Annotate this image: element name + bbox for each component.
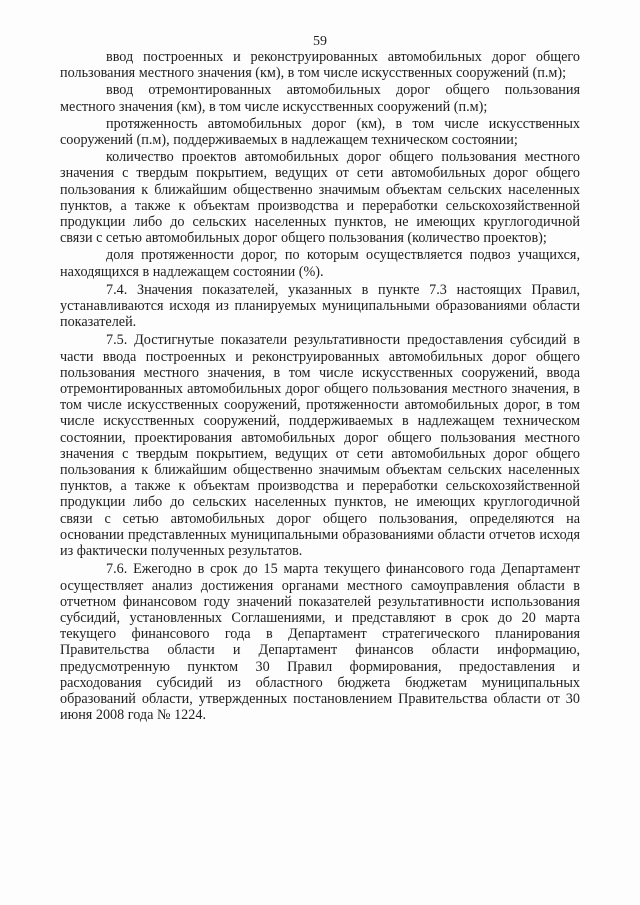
paragraph-student-roads-share: доля протяженности дорог, по которым осуществляется подвоз учащихся, находящихся в надлежащем состоянии (%). [60, 247, 580, 280]
paragraph-road-length: протяженность автомобильных дорог (км), в том числе искусственных сооружений (п.м), поддерживаемых в надлежащем техническом состоянии; [60, 115, 580, 149]
paragraph-road-repair: ввод отремонтированных автомобильных дорог общего пользования местного значения (км), в том числе искусственных сооружений (п.м); [60, 82, 580, 115]
paragraph-road-construction: ввод построенных и реконструированных автомобильных дорог общего пользования местного значения (км), в том числе искусственных сооружений (п.м); [60, 49, 580, 82]
page-number: 59 [313, 34, 327, 49]
paragraph-7-6: 7.6. Ежегодно в срок до 15 марта текущего финансового года Департамент осуществляет анализ достижения органами местного самоуправления области в отчетном финансовом году значений показателей результативности использования субсидий, установленных Соглашениями, и представляют в срок до 20 марта текущего финансового года в Департамент стратегического планирования Правительства области и Департамент финансов области информацию, предусмотренную пунктом 30 Правил формирования, предоставления и расходования субсидий из областного бюджета бюджетам муниципальных образований области, утвержденных постановлением Правительства области от 30 июня 2008 года № 1224. [60, 561, 580, 724]
paragraph-7-5: 7.5. Достигнутые показатели результативности предоставления субсидий в части ввода построенных и реконструированных автомобильных дорог общего пользования местного значения, в том числе искусственных сооружений, ввода отремонтированных автомобильных дорог общего пользования местного значения, в том числе искусственных сооружений, протяженности автомобильных дорог, в том числе искусственных сооружений, поддерживаемых в надлежащем техническом состоянии, проектирования автомобильных дорог общего пользования местного значения с твердым покрытием, ведущих от сети автомобильных дорог общего пользования к ближайшим общественно значимым объектам сельских населенных пунктов, а также к объектам производства и переработки сельскохозяйственной продукции либо до сельских населенных пунктов, не имеющих круглогодичной связи с сетью автомобильных дорог общего пользования, определяются на основании представленных муниципальными образованиями области отчетов исходя из фактически полученных результатов. [60, 332, 580, 560]
document-body [60, 49, 580, 724]
paragraph-project-count: количество проектов автомобильных дорог общего пользования местного значения с твердым покрытием, ведущих от сети автомобильных дорог общего пользования к ближайшим общественно значимым объектам сельских населенных пунктов, а также к объектам производства и переработки сельскохозяйственной продукции либо до сельских населенных пунктов, не имеющих круглогодичной связи с сетью автомобильных дорог общего пользования (количество проектов); [60, 149, 580, 247]
paragraph-7-4: 7.4. Значения показателей, указанных в пункте 7.3 настоящих Правил, устанавливаются исходя из планируемых муниципальными образованиями области показателей. [60, 281, 580, 331]
